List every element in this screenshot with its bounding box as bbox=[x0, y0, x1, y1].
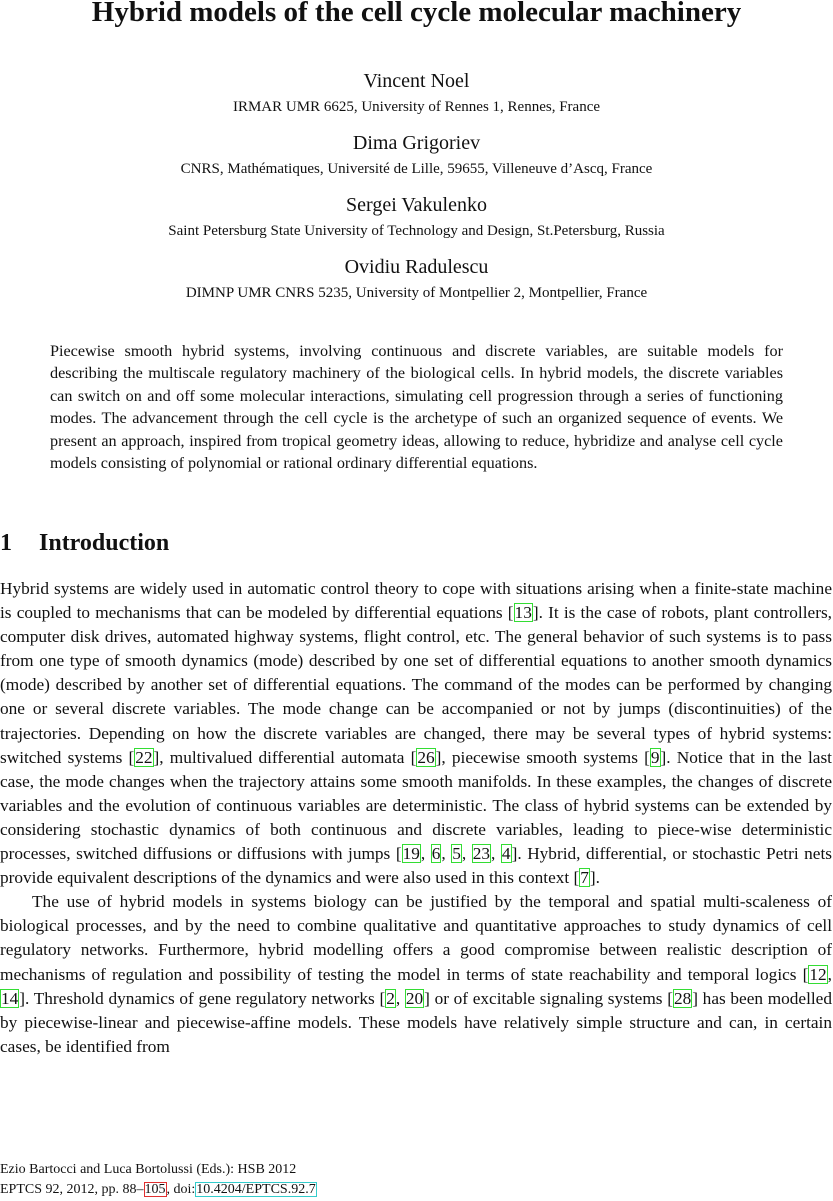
text-run: ] has been modelled by piecewise-linear and piecewise-affine models. These models have relatively simple structure and can, in certain cases, be identified from bbox=[0, 988, 832, 1056]
text-run: ]. Notice that in the last case, the mode changes when the trajectory attains some smooth manifolds. In these examples, the changes of discrete variables and the evolution of continuous variables are deterministic. The class of hybrid systems can be extended by considering stochastic dynamics of both continuous and discrete variables, leading to piece-wise deterministic processes, switched diffusions or diffusions with jumps [ bbox=[0, 747, 832, 864]
citation-link[interactable]: 26 bbox=[417, 747, 435, 767]
text-run: , doi: bbox=[166, 1182, 196, 1197]
citation-link[interactable]: 23 bbox=[472, 844, 491, 864]
author-affiliation: Saint Petersburg State University of Technology and Design, St.Petersburg, Russia bbox=[168, 223, 665, 239]
abstract-text: Piecewise smooth hybrid systems, involving continuous and discrete variables, are suitable models for describing the multiscale regulatory machinery of the biological cells. In hybrid models, the discrete variables can switch on and off some molecular interactions, simulating cell progression through a series of functioning modes. The advancement through the cell cycle is the archetype of such an organized sequence of events. We present an approach, inspired from tropical geometry ideas, allowing to reduce, hybridize and analyse cell cycle models consisting of polynomial or rational ordinary differential equations. bbox=[50, 342, 783, 473]
author-name: Sergei Vakulenko bbox=[346, 194, 487, 216]
text-run: Hybrid systems are widely used in automatic control theory to cope with situations arising when a finite-state machine is coupled to mechanisms that can be modeled by differential equations [ bbox=[0, 579, 832, 623]
citation-link[interactable]: 2 bbox=[386, 988, 395, 1008]
author-name: Dima Grigoriev bbox=[352, 132, 481, 154]
body-text bbox=[0, 577, 832, 1059]
doi-link[interactable]: 10.4204/EPTCS.92.7 bbox=[196, 1182, 316, 1197]
abstract bbox=[50, 340, 783, 474]
text-run: ] or of excitable signaling systems [ bbox=[424, 988, 673, 1008]
page-end-link[interactable]: 105 bbox=[144, 1182, 166, 1197]
paragraph: The use of hybrid models in systems biology can be justified by the temporal and spatial multi-scaleness of biological processes, and by the need to combine qualitative and quantitative approaches to study dynamics of cell regulatory networks. Furthermore, hybrid modelling offers a good compromise between realistic description of mechanisms of regulation and possibility of testing the model in terms of state reachability and temporal logics [12, 14]. Threshold dynamics of gene regulatory networks [2, 20] or of excitable signaling systems [28] has been modelled by piecewise-linear and piecewise-affine models. These models have relatively simple structure and can, in certain cases, be identified from bbox=[0, 892, 832, 1056]
citation-link[interactable]: 22 bbox=[135, 747, 153, 767]
citation-link[interactable]: 13 bbox=[514, 603, 532, 623]
text-run: ]. bbox=[589, 868, 600, 888]
section-number: 1 bbox=[0, 530, 12, 556]
citation-link[interactable]: 20 bbox=[405, 988, 424, 1008]
author-affiliation: IRMAR UMR 6625, University of Rennes 1, Rennes, France bbox=[232, 99, 601, 115]
footer-citation bbox=[0, 1181, 317, 1201]
author-affiliation: CNRS, Mathématiques, Université de Lille, 59655, Villeneuve d’Ascq, France bbox=[180, 161, 653, 177]
section-heading bbox=[0, 528, 169, 558]
author-affiliation: DIMNP UMR CNRS 5235, University of Montpellier 2, Montpellier, France bbox=[185, 285, 648, 301]
footer bbox=[0, 1161, 317, 1201]
citation-link[interactable]: 12 bbox=[809, 964, 827, 984]
citation-link[interactable]: 7 bbox=[580, 868, 589, 888]
section-title: Introduction bbox=[39, 530, 170, 556]
author-block bbox=[0, 69, 833, 117]
text-run: ], piecewise smooth systems [ bbox=[435, 747, 650, 767]
text-run: The use of hybrid models in systems biology can be justified by the temporal and spatial multi-scaleness of biological processes, and by the need to combine qualitative and quantitative approaches to study dynamics of cell regulatory networks. Furthermore, hybrid modelling offers a good compromise between realistic description of mechanisms of regulation and possibility of testing the model in terms of state reachability and temporal logics [ bbox=[0, 892, 832, 984]
author-block bbox=[0, 131, 833, 179]
citation-link[interactable]: 19 bbox=[402, 844, 420, 864]
text-run: ]. Threshold dynamics of gene regulatory networks [ bbox=[19, 988, 386, 1008]
text-run: EPTCS 92, 2012, pp. 88– bbox=[0, 1182, 144, 1197]
citation-link[interactable]: 28 bbox=[673, 988, 692, 1008]
text-run: ]. Hybrid, differential, or stochastic Petri nets provide equivalent descriptions of the dynamics and were also used in this context [ bbox=[0, 844, 833, 888]
citation-link[interactable]: 5 bbox=[452, 844, 461, 864]
author-name: Vincent Noel bbox=[363, 70, 470, 92]
author-block bbox=[0, 193, 833, 241]
citation-link[interactable]: 6 bbox=[431, 844, 441, 864]
text-run: ], multivalued differential automata [ bbox=[153, 747, 417, 767]
author-block bbox=[0, 255, 833, 303]
author-name: Ovidiu Radulescu bbox=[344, 256, 489, 278]
citation-link[interactable]: 14 bbox=[1, 988, 19, 1008]
citation-link[interactable]: 4 bbox=[501, 844, 511, 864]
citation-link[interactable]: 9 bbox=[650, 747, 660, 767]
paper-title: Hybrid models of the cell cycle molecular machinery bbox=[91, 0, 742, 28]
text-run: ]. It is the case of robots, plant controllers, computer disk drives, automated highway systems, flight control, etc. The general behavior of such systems is to pass from one type of smooth dynamics (mode) described by one set of differential equations to another smooth dynamics (mode) described by another set of differential equations. The command of the modes can be performed by changing one or several discrete variables. The mode change can be accompanied or not by jumps (discontinuities) of the trajectories. Depending on how the discrete variables are changed, there may be several types of hybrid systems: switched systems [ bbox=[0, 603, 832, 767]
paragraph: Hybrid systems are widely used in automatic control theory to cope with situations arising when a finite-state machine is coupled to mechanisms that can be modeled by differential equations [13]. It is the case of robots, plant controllers, computer disk drives, automated highway systems, flight control, etc. The general behavior of such systems is to pass from one type of smooth dynamics (mode) described by one set of differential equations to another smooth dynamics (mode) described by another set of differential equations. The command of the modes can be performed by changing one or several discrete variables. The mode change can be accompanied or not by jumps (discontinuities) of the trajectories. Depending on how the discrete variables are changed, there may be several types of hybrid systems: switched systems [22], multivalued differential automata [26], piecewise smooth systems [9]. Notice that in the last case, the mode changes when the trajectory attains some smooth manifolds. In these examples, the changes of discrete variables and the evolution of continuous variables are deterministic. The class of hybrid systems can be extended by considering stochastic dynamics of both continuous and discrete variables, leading to piece-wise deterministic processes, switched diffusions or diffusions with jumps [19, 6, 5, 23, 4]. Hybrid, differential, or stochastic Petri nets provide equivalent descriptions of the dynamics and were also used in this context [7]. bbox=[0, 579, 833, 888]
footer-proceedings: Ezio Bartocci and Luca Bortolussi (Eds.): HSB 2012 bbox=[0, 1162, 297, 1177]
